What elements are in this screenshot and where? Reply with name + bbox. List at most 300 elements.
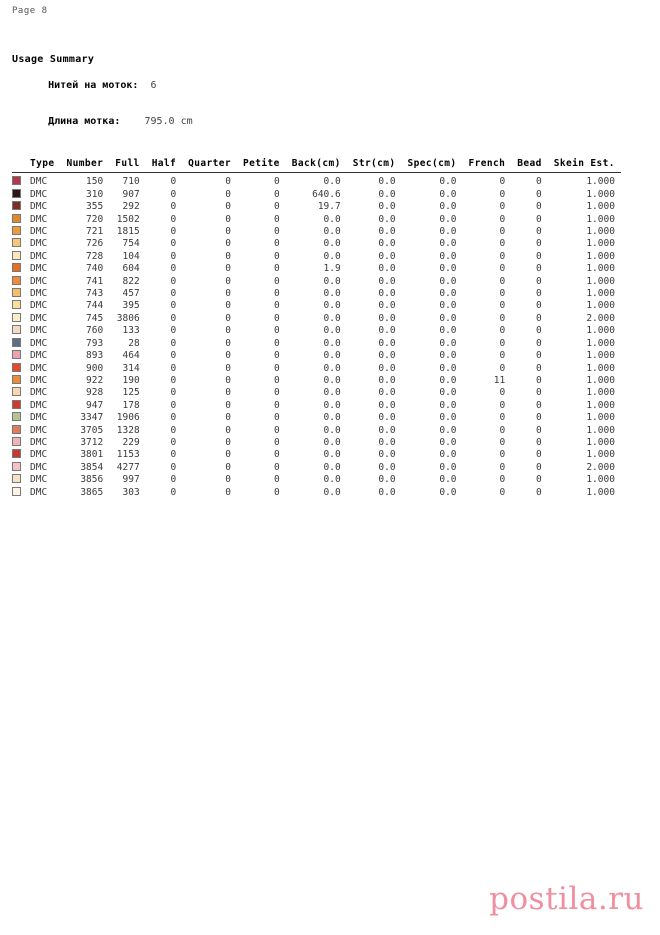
cell-french: 0 bbox=[499, 461, 506, 473]
cell-half: 0 bbox=[170, 263, 177, 275]
cell-back: 0.0 bbox=[323, 387, 341, 399]
cell-bead: 0 bbox=[535, 461, 542, 473]
thread-color-swatch bbox=[12, 201, 21, 210]
thread-color-swatch bbox=[12, 189, 21, 198]
cell-half: 0 bbox=[170, 226, 177, 238]
cell-str: 0.0 bbox=[378, 474, 396, 486]
thread-color-swatch bbox=[12, 449, 21, 458]
cell-french: 0 bbox=[499, 486, 506, 498]
cell-petite: 0 bbox=[274, 399, 280, 411]
summary-value-skein-length: 795.0 cm bbox=[120, 116, 193, 127]
usage-table-head bbox=[12, 158, 621, 173]
color-swatch-cell bbox=[12, 474, 28, 486]
cell-number: 728 bbox=[86, 250, 104, 262]
cell-back: 0.0 bbox=[323, 238, 341, 250]
cell-skein-est: 1.000 bbox=[586, 399, 615, 411]
cell-full: 1328 bbox=[116, 424, 140, 436]
cell-back: 0.0 bbox=[323, 312, 341, 324]
color-swatch-cell bbox=[12, 437, 28, 449]
cell-full: 710 bbox=[122, 176, 140, 188]
cell-full: 457 bbox=[122, 288, 140, 300]
cell-full: 1815 bbox=[116, 226, 140, 238]
cell-bead: 0 bbox=[535, 374, 542, 386]
color-swatch-cell bbox=[12, 201, 28, 213]
cell-back: 0.0 bbox=[323, 362, 341, 374]
cell-french: 0 bbox=[499, 474, 506, 486]
column-header-french: French bbox=[468, 158, 506, 169]
cell-bead: 0 bbox=[535, 201, 542, 213]
cell-skein-est: 1.000 bbox=[586, 226, 615, 238]
cell-back: 640.6 bbox=[312, 188, 341, 200]
cell-half: 0 bbox=[170, 176, 177, 188]
cell-half: 0 bbox=[170, 201, 177, 213]
cell-bead: 0 bbox=[535, 412, 542, 424]
cell-half: 0 bbox=[170, 312, 177, 324]
cell-type: DMC bbox=[30, 238, 48, 250]
color-swatch-cell bbox=[12, 449, 28, 461]
cell-bead: 0 bbox=[535, 263, 542, 275]
cell-number: 3705 bbox=[80, 424, 104, 436]
cell-spec: 0.0 bbox=[439, 176, 457, 188]
cell-number: 721 bbox=[86, 226, 104, 238]
cell-type: DMC bbox=[30, 312, 48, 324]
cell-quarter: 0 bbox=[225, 436, 232, 448]
page-number: Page 8 bbox=[12, 6, 48, 16]
cell-skein-est: 1.000 bbox=[586, 436, 615, 448]
cell-quarter: 0 bbox=[225, 288, 232, 300]
cell-back: 0.0 bbox=[323, 226, 341, 238]
cell-quarter: 0 bbox=[225, 250, 232, 262]
column-header-bead: Bead bbox=[517, 158, 542, 169]
cell-back: 0.0 bbox=[323, 250, 341, 262]
cell-french: 11 bbox=[493, 374, 506, 386]
cell-quarter: 0 bbox=[225, 275, 232, 287]
cell-full: 907 bbox=[122, 188, 140, 200]
cell-bead: 0 bbox=[535, 312, 542, 324]
color-swatch-cell bbox=[12, 276, 28, 288]
cell-type: DMC bbox=[30, 250, 48, 262]
thread-color-swatch bbox=[12, 263, 21, 272]
cell-bead: 0 bbox=[535, 399, 542, 411]
cell-skein-est: 1.000 bbox=[586, 263, 615, 275]
cell-str: 0.0 bbox=[378, 312, 396, 324]
cell-half: 0 bbox=[170, 288, 177, 300]
cell-bead: 0 bbox=[535, 250, 542, 262]
thread-color-swatch bbox=[12, 425, 21, 434]
cell-str: 0.0 bbox=[378, 424, 396, 436]
cell-petite: 0 bbox=[274, 325, 280, 337]
cell-bead: 0 bbox=[535, 188, 542, 200]
cell-number: 793 bbox=[86, 337, 104, 349]
cell-str: 0.0 bbox=[378, 188, 396, 200]
thread-color-swatch bbox=[12, 176, 21, 185]
cell-type: DMC bbox=[30, 374, 48, 386]
cell-petite: 0 bbox=[274, 288, 280, 300]
cell-str: 0.0 bbox=[378, 201, 396, 213]
cell-skein-est: 1.000 bbox=[586, 176, 615, 188]
cell-quarter: 0 bbox=[225, 188, 232, 200]
cell-bead: 0 bbox=[535, 449, 542, 461]
cell-str: 0.0 bbox=[378, 374, 396, 386]
cell-french: 0 bbox=[499, 250, 506, 262]
cell-bead: 0 bbox=[535, 288, 542, 300]
cell-bead: 0 bbox=[535, 474, 542, 486]
column-header-str: Str(cm) bbox=[352, 158, 396, 169]
cell-type: DMC bbox=[30, 474, 48, 486]
cell-quarter: 0 bbox=[225, 350, 232, 362]
cell-full: 1906 bbox=[116, 412, 140, 424]
cell-back: 0.0 bbox=[323, 288, 341, 300]
cell-str: 0.0 bbox=[378, 337, 396, 349]
cell-french: 0 bbox=[499, 213, 506, 225]
cell-quarter: 0 bbox=[225, 374, 232, 386]
cell-bead: 0 bbox=[535, 486, 542, 498]
cell-skein-est: 1.000 bbox=[586, 300, 615, 312]
thread-color-swatch bbox=[12, 288, 21, 297]
cell-number: 3865 bbox=[80, 486, 104, 498]
cell-str: 0.0 bbox=[378, 238, 396, 250]
cell-full: 997 bbox=[122, 474, 140, 486]
cell-french: 0 bbox=[499, 238, 506, 250]
table-row bbox=[12, 412, 621, 424]
column-header-half: Half bbox=[151, 158, 177, 169]
cell-skein-est: 1.000 bbox=[586, 337, 615, 349]
cell-skein-est: 1.000 bbox=[586, 486, 615, 498]
cell-type: DMC bbox=[30, 387, 48, 399]
cell-back: 0.0 bbox=[323, 275, 341, 287]
cell-spec: 0.0 bbox=[439, 188, 457, 200]
cell-half: 0 bbox=[170, 337, 177, 349]
usage-table-header-row bbox=[12, 158, 621, 173]
summary-row-skein-length bbox=[12, 104, 650, 140]
cell-full: 314 bbox=[122, 362, 140, 374]
cell-half: 0 bbox=[170, 213, 177, 225]
cell-skein-est: 1.000 bbox=[586, 362, 615, 374]
cell-petite: 0 bbox=[274, 312, 280, 324]
thread-color-swatch bbox=[12, 437, 21, 446]
cell-quarter: 0 bbox=[225, 226, 232, 238]
cell-skein-est: 1.000 bbox=[586, 387, 615, 399]
cell-quarter: 0 bbox=[225, 486, 232, 498]
cell-petite: 0 bbox=[274, 188, 280, 200]
summary-row-threads-per-skein bbox=[12, 68, 650, 104]
cell-skein-est: 1.000 bbox=[586, 412, 615, 424]
cell-number: 3854 bbox=[80, 461, 104, 473]
cell-spec: 0.0 bbox=[439, 226, 457, 238]
table-row bbox=[12, 251, 621, 263]
cell-str: 0.0 bbox=[378, 436, 396, 448]
color-swatch-cell bbox=[12, 350, 28, 362]
cell-half: 0 bbox=[170, 449, 177, 461]
cell-spec: 0.0 bbox=[439, 436, 457, 448]
usage-table bbox=[12, 158, 621, 499]
cell-back: 0.0 bbox=[323, 325, 341, 337]
cell-skein-est: 1.000 bbox=[586, 449, 615, 461]
cell-str: 0.0 bbox=[378, 387, 396, 399]
cell-full: 604 bbox=[122, 263, 140, 275]
color-swatch-cell bbox=[12, 173, 28, 189]
cell-spec: 0.0 bbox=[439, 312, 457, 324]
cell-str: 0.0 bbox=[378, 288, 396, 300]
cell-petite: 0 bbox=[274, 436, 280, 448]
color-swatch-cell bbox=[12, 214, 28, 226]
cell-quarter: 0 bbox=[225, 412, 232, 424]
cell-half: 0 bbox=[170, 374, 177, 386]
cell-type: DMC bbox=[30, 176, 48, 188]
cell-str: 0.0 bbox=[378, 176, 396, 188]
cell-skein-est: 1.000 bbox=[586, 474, 615, 486]
cell-str: 0.0 bbox=[378, 275, 396, 287]
cell-spec: 0.0 bbox=[439, 362, 457, 374]
thread-color-swatch bbox=[12, 412, 21, 421]
cell-skein-est: 1.000 bbox=[586, 424, 615, 436]
cell-quarter: 0 bbox=[225, 474, 232, 486]
cell-number: 726 bbox=[86, 238, 104, 250]
color-swatch-cell bbox=[12, 412, 28, 424]
color-swatch-cell bbox=[12, 251, 28, 263]
cell-half: 0 bbox=[170, 350, 177, 362]
cell-type: DMC bbox=[30, 213, 48, 225]
cell-spec: 0.0 bbox=[439, 213, 457, 225]
cell-quarter: 0 bbox=[225, 176, 232, 188]
cell-str: 0.0 bbox=[378, 399, 396, 411]
cell-half: 0 bbox=[170, 188, 177, 200]
cell-type: DMC bbox=[30, 325, 48, 337]
cell-back: 0.0 bbox=[323, 213, 341, 225]
table-row bbox=[12, 338, 621, 350]
cell-full: 28 bbox=[128, 337, 140, 349]
cell-half: 0 bbox=[170, 250, 177, 262]
cell-number: 3347 bbox=[80, 412, 104, 424]
cell-type: DMC bbox=[30, 486, 48, 498]
table-row bbox=[12, 300, 621, 312]
cell-half: 0 bbox=[170, 461, 177, 473]
cell-str: 0.0 bbox=[378, 486, 396, 498]
cell-spec: 0.0 bbox=[439, 374, 457, 386]
cell-quarter: 0 bbox=[225, 201, 232, 213]
cell-spec: 0.0 bbox=[439, 350, 457, 362]
cell-french: 0 bbox=[499, 275, 506, 287]
cell-quarter: 0 bbox=[225, 300, 232, 312]
color-swatch-cell bbox=[12, 363, 28, 375]
cell-back: 0.0 bbox=[323, 461, 341, 473]
cell-str: 0.0 bbox=[378, 300, 396, 312]
cell-skein-est: 1.000 bbox=[586, 374, 615, 386]
table-row bbox=[12, 449, 621, 461]
thread-color-swatch bbox=[12, 462, 21, 471]
cell-full: 303 bbox=[122, 486, 140, 498]
cell-back: 0.0 bbox=[323, 337, 341, 349]
cell-french: 0 bbox=[499, 399, 506, 411]
cell-number: 3712 bbox=[80, 436, 104, 448]
cell-petite: 0 bbox=[274, 250, 280, 262]
cell-french: 0 bbox=[499, 362, 506, 374]
cell-str: 0.0 bbox=[378, 325, 396, 337]
thread-color-swatch bbox=[12, 487, 21, 496]
cell-bead: 0 bbox=[535, 436, 542, 448]
cell-full: 190 bbox=[122, 374, 140, 386]
cell-french: 0 bbox=[499, 176, 506, 188]
cell-number: 743 bbox=[86, 288, 104, 300]
cell-petite: 0 bbox=[274, 412, 280, 424]
cell-spec: 0.0 bbox=[439, 238, 457, 250]
color-swatch-cell bbox=[12, 238, 28, 250]
color-swatch-cell bbox=[12, 400, 28, 412]
cell-petite: 0 bbox=[274, 263, 280, 275]
table-row bbox=[12, 425, 621, 437]
cell-bead: 0 bbox=[535, 213, 542, 225]
color-swatch-cell bbox=[12, 338, 28, 350]
cell-type: DMC bbox=[30, 461, 48, 473]
cell-back: 0.0 bbox=[323, 486, 341, 498]
cell-quarter: 0 bbox=[225, 213, 232, 225]
table-row bbox=[12, 214, 621, 226]
cell-spec: 0.0 bbox=[439, 387, 457, 399]
cell-half: 0 bbox=[170, 399, 177, 411]
cell-type: DMC bbox=[30, 412, 48, 424]
cell-bead: 0 bbox=[535, 424, 542, 436]
cell-spec: 0.0 bbox=[439, 288, 457, 300]
watermark: postila.ru bbox=[489, 881, 644, 917]
cell-petite: 0 bbox=[274, 424, 280, 436]
usage-summary-block bbox=[12, 54, 650, 140]
thread-color-swatch bbox=[12, 350, 21, 359]
cell-full: 395 bbox=[122, 300, 140, 312]
cell-full: 133 bbox=[122, 325, 140, 337]
cell-petite: 0 bbox=[274, 337, 280, 349]
cell-skein-est: 1.000 bbox=[586, 213, 615, 225]
cell-spec: 0.0 bbox=[439, 263, 457, 275]
color-swatch-cell bbox=[12, 226, 28, 238]
cell-half: 0 bbox=[170, 362, 177, 374]
cell-spec: 0.0 bbox=[439, 275, 457, 287]
cell-full: 1502 bbox=[116, 213, 140, 225]
table-row bbox=[12, 350, 621, 362]
cell-quarter: 0 bbox=[225, 325, 232, 337]
cell-number: 900 bbox=[86, 362, 104, 374]
cell-petite: 0 bbox=[274, 226, 280, 238]
table-row bbox=[12, 263, 621, 275]
cell-petite: 0 bbox=[274, 238, 280, 250]
cell-skein-est: 1.000 bbox=[586, 201, 615, 213]
thread-color-swatch bbox=[12, 474, 21, 483]
cell-number: 740 bbox=[86, 263, 104, 275]
column-header-full: Full bbox=[115, 158, 140, 169]
cell-type: DMC bbox=[30, 449, 48, 461]
cell-type: DMC bbox=[30, 263, 48, 275]
cell-skein-est: 1.000 bbox=[586, 350, 615, 362]
cell-number: 3801 bbox=[80, 449, 104, 461]
table-row bbox=[12, 276, 621, 288]
color-swatch-cell bbox=[12, 462, 28, 474]
cell-back: 0.0 bbox=[323, 399, 341, 411]
color-swatch-cell bbox=[12, 263, 28, 275]
column-header-type: Type bbox=[30, 158, 55, 169]
cell-full: 125 bbox=[122, 387, 140, 399]
cell-number: 745 bbox=[86, 312, 104, 324]
column-header-quarter: Quarter bbox=[188, 158, 232, 169]
cell-str: 0.0 bbox=[378, 263, 396, 275]
cell-back: 19.7 bbox=[317, 201, 341, 213]
color-swatch-cell bbox=[12, 487, 28, 499]
thread-color-swatch bbox=[12, 276, 21, 285]
cell-type: DMC bbox=[30, 436, 48, 448]
color-swatch-cell bbox=[12, 375, 28, 387]
cell-french: 0 bbox=[499, 387, 506, 399]
table-row bbox=[12, 400, 621, 412]
column-header-swatch bbox=[12, 158, 28, 173]
cell-spec: 0.0 bbox=[439, 486, 457, 498]
cell-spec: 0.0 bbox=[439, 325, 457, 337]
cell-str: 0.0 bbox=[378, 350, 396, 362]
cell-petite: 0 bbox=[274, 176, 280, 188]
cell-full: 104 bbox=[122, 250, 140, 262]
column-header-petite: Petite bbox=[243, 158, 280, 169]
cell-bead: 0 bbox=[535, 300, 542, 312]
cell-type: DMC bbox=[30, 337, 48, 349]
table-row bbox=[12, 437, 621, 449]
cell-half: 0 bbox=[170, 424, 177, 436]
thread-color-swatch bbox=[12, 226, 21, 235]
cell-petite: 0 bbox=[274, 387, 280, 399]
cell-spec: 0.0 bbox=[439, 250, 457, 262]
cell-number: 310 bbox=[86, 188, 104, 200]
table-row bbox=[12, 325, 621, 337]
cell-spec: 0.0 bbox=[439, 474, 457, 486]
cell-french: 0 bbox=[499, 436, 506, 448]
cell-str: 0.0 bbox=[378, 250, 396, 262]
cell-quarter: 0 bbox=[225, 424, 232, 436]
color-swatch-cell bbox=[12, 189, 28, 201]
cell-type: DMC bbox=[30, 362, 48, 374]
cell-back: 1.9 bbox=[323, 263, 341, 275]
cell-petite: 0 bbox=[274, 300, 280, 312]
cell-half: 0 bbox=[170, 412, 177, 424]
cell-number: 922 bbox=[86, 374, 104, 386]
cell-quarter: 0 bbox=[225, 263, 232, 275]
cell-spec: 0.0 bbox=[439, 449, 457, 461]
cell-french: 0 bbox=[499, 449, 506, 461]
cell-bead: 0 bbox=[535, 238, 542, 250]
column-header-spec: Spec(cm) bbox=[407, 158, 457, 169]
cell-number: 355 bbox=[86, 201, 104, 213]
color-swatch-cell bbox=[12, 425, 28, 437]
cell-french: 0 bbox=[499, 226, 506, 238]
cell-type: DMC bbox=[30, 226, 48, 238]
table-row bbox=[12, 189, 621, 201]
table-row bbox=[12, 363, 621, 375]
cell-skein-est: 2.000 bbox=[586, 461, 615, 473]
cell-skein-est: 2.000 bbox=[586, 312, 615, 324]
thread-color-swatch bbox=[12, 313, 21, 322]
color-swatch-cell bbox=[12, 325, 28, 337]
cell-half: 0 bbox=[170, 300, 177, 312]
cell-french: 0 bbox=[499, 337, 506, 349]
usage-summary-title: Usage Summary bbox=[12, 54, 95, 65]
cell-full: 754 bbox=[122, 238, 140, 250]
cell-back: 0.0 bbox=[323, 424, 341, 436]
cell-bead: 0 bbox=[535, 337, 542, 349]
thread-color-swatch bbox=[12, 387, 21, 396]
cell-french: 0 bbox=[499, 312, 506, 324]
table-row bbox=[12, 487, 621, 499]
cell-type: DMC bbox=[30, 399, 48, 411]
cell-number: 3856 bbox=[80, 474, 104, 486]
cell-str: 0.0 bbox=[378, 226, 396, 238]
cell-number: 893 bbox=[86, 350, 104, 362]
table-row bbox=[12, 387, 621, 399]
cell-full: 292 bbox=[122, 201, 140, 213]
